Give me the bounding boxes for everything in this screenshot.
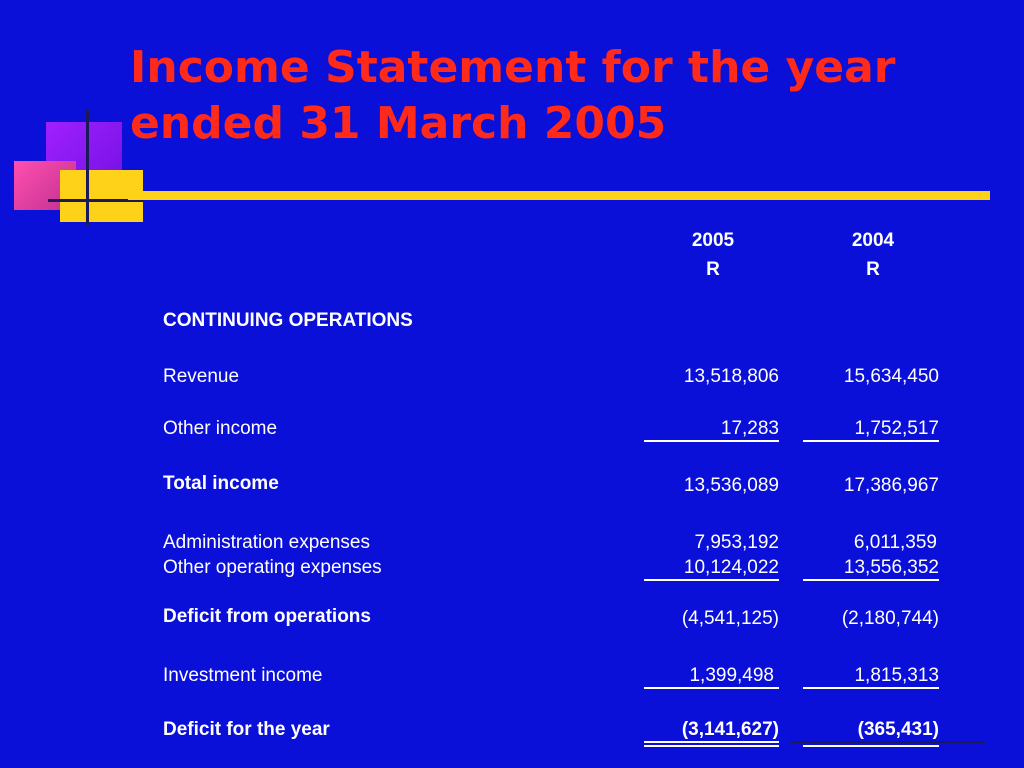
row-label-deficit-for-the-year: Deficit for the year [163,719,330,740]
value-deficit-from-operations-2005: (4,541,125) [681,608,779,629]
column-year: 2004 [851,230,895,251]
value-revenue-2005: 13,518,806 [683,366,779,387]
slide-title: Income Statement for the year ended 31 March 2005 [130,42,896,149]
underline-investment-income-2004 [803,687,939,689]
value-other-income-2005: 17,283 [720,418,779,439]
value-other-income-2004: 1,752,517 [854,418,939,439]
underline-other-income-2005 [644,440,779,442]
value-investment-income-2004: 1,815,313 [854,665,939,686]
column-unit: R [866,259,880,280]
section-heading: CONTINUING OPERATIONS [163,310,413,331]
row-label-total-income: Total income [163,473,279,494]
underline-other-operating-expenses-2005 [644,579,779,581]
value-administration-expenses-2004: 6,011,359 [853,532,937,553]
value-revenue-2004: 15,634,450 [843,366,939,387]
column-header-2004 [813,226,933,284]
column-unit: R [706,259,720,280]
value-investment-income-2005: 1,399,498 [689,665,774,686]
row-label-other-operating-expenses: Other operating expenses [163,557,382,578]
underline-other-operating-expenses-2004 [803,579,939,581]
value-other-operating-expenses-2005: 10,124,022 [683,557,779,578]
value-total-income-2005: 13,536,089 [683,475,779,496]
row-label-administration-expenses: Administration expenses [163,532,370,553]
underline-investment-income-2005 [644,687,779,689]
row-label-deficit-from-operations: Deficit from operations [163,606,371,627]
underline-deficit-for-the-year-2005 [644,741,779,743]
column-header-2005 [653,226,773,284]
underline-other-income-2004 [803,440,939,442]
title-underline-bar [128,191,990,200]
decor-line-vertical [86,110,89,225]
double-underline-deficit-for-the-year-2005 [644,745,779,747]
value-deficit-from-operations-2004: (2,180,744) [841,608,939,629]
value-other-operating-expenses-2004: 13,556,352 [843,557,939,578]
value-deficit-for-the-year-2004: (365,431) [857,719,939,740]
value-administration-expenses-2005: 7,953,192 [694,532,779,553]
row-label-investment-income: Investment income [163,665,323,686]
value-deficit-for-the-year-2005: (3,141,627) [681,719,779,740]
column-year: 2005 [691,230,735,251]
row-label-revenue: Revenue [163,366,240,387]
value-total-income-2004: 17,386,967 [843,475,939,496]
underline-dark-deficit-for-the-year [790,741,985,743]
double-underline-deficit-for-the-year-2004 [803,745,939,747]
row-label-other-income: Other income [163,418,278,439]
